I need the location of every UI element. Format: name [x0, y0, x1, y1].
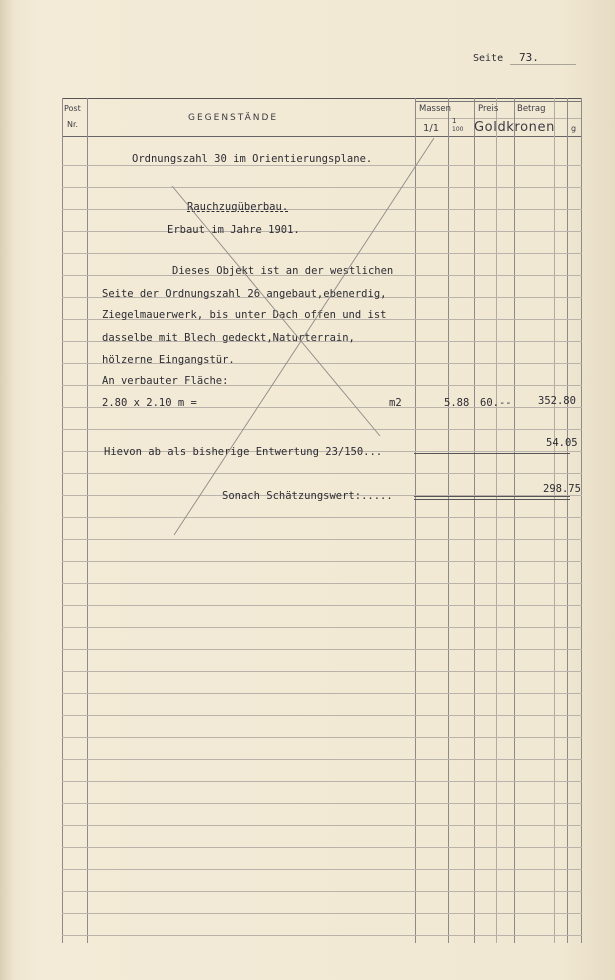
pencil-crossout-mark	[62, 98, 582, 943]
description-line-3: Ziegelmauerwerk, bis unter Dach offen und ist	[102, 309, 387, 321]
section-reference: Ordnungszahl 30 im Orientierungsplane.	[132, 153, 373, 165]
header-nr: Nr.	[67, 120, 79, 129]
header-items: GEGENSTÄNDE	[188, 113, 279, 123]
deduction-text: Hievon ab als bisherige Entwertung 23/150...	[104, 446, 383, 458]
object-title: Rauchzugüberbau.	[187, 201, 289, 213]
price-value: 60.--	[480, 397, 512, 409]
amount-value: 352.80	[538, 395, 576, 407]
header-massen-frac-top: 1	[452, 117, 457, 125]
ledger-table	[62, 98, 582, 943]
deduction-amount: 54.05	[546, 437, 578, 449]
page-number: 73.	[519, 51, 539, 64]
description-line-2: Seite der Ordnungszahl 26 angebaut,ebenerdig,	[102, 288, 387, 300]
description-line-4: dasselbe mit Blech gedeckt,Naturterrain,	[102, 332, 355, 344]
area-label: An verbauter Fläche:	[102, 375, 229, 387]
header-post: Post	[64, 104, 81, 113]
description-line-1: Dieses Objekt ist an der westlichen	[172, 265, 394, 277]
area-calculation: 2.80 x 2.10 m =	[102, 397, 197, 409]
header-betrag: Betrag	[517, 104, 546, 114]
header-massen-full: 1/1	[423, 123, 440, 134]
built-year: Erbaut im Jahre 1901.	[167, 224, 300, 236]
header-goldkronen: Goldkronen	[474, 120, 555, 135]
estimated-value-amount: 298.75	[543, 483, 581, 495]
page-label: Seite	[473, 53, 504, 64]
estimated-value-text: Sonach Schätzungswert:.....	[222, 490, 393, 502]
page-number-underline	[510, 64, 576, 65]
header-massen-frac-bottom: 100	[452, 126, 464, 133]
quantity-value: 5.88	[444, 397, 470, 409]
header-massen: Massen	[419, 104, 452, 114]
description-line-5: hölzerne Eingangstür.	[102, 354, 235, 366]
header-preis: Preis	[478, 104, 499, 114]
area-unit: m2	[389, 397, 402, 409]
header-g: g	[571, 124, 577, 133]
